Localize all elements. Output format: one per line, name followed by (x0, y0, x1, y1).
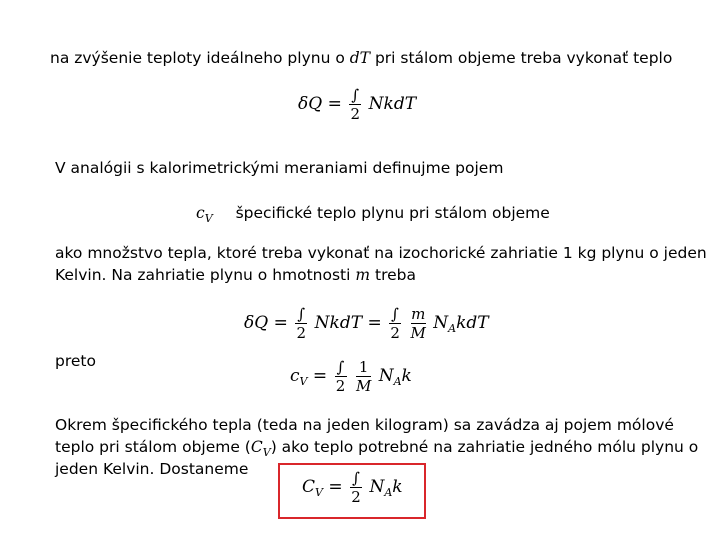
equation-cV (290, 358, 412, 395)
eq2-fraction-2: $\frac{\int}{2}$ (390, 305, 400, 342)
cv-definition-text: špecifické teplo plynu pri stálom objeme (235, 204, 550, 222)
cv-definition (196, 203, 550, 229)
paragraph-3-line-3: jeden Kelvin. Dostaneme (55, 460, 249, 478)
eq1-num: ∫ (351, 86, 360, 104)
math-CV: $C_V$ (250, 438, 271, 459)
para3-l2a: teplo pri stálom objeme ( (55, 438, 251, 456)
eq1-rest: NkdT (368, 94, 417, 114)
paragraph-2-line-2 (55, 265, 416, 285)
eq4-CV: $C_V$ (302, 477, 323, 499)
paragraph-3-line-1: Okrem špecifického tepla (teda na jeden kilogram) sa zavádza aj pojem mólové (55, 416, 674, 434)
eq3-k: k (401, 366, 412, 386)
paragraph-2-line-1: ako množstvo tepla, ktoré treba vykonať na izochorické zahriatie 1 kg plynu o jeden (55, 244, 707, 262)
eq2-lhs: δQ = (244, 313, 288, 333)
para2-l2b: treba (375, 266, 417, 284)
para3-l2b: ) ako teplo potrebné na zahriatie jedného mólu plynu o (270, 438, 699, 456)
eq3-NA: $N_A$ (378, 366, 402, 388)
text-line-1 (50, 48, 672, 68)
eq3-equals: = (312, 366, 328, 386)
equation-heat-dQ (298, 86, 416, 123)
eq2-mid: NkdT = (314, 313, 382, 333)
eq4-NA: $N_A$ (369, 477, 393, 499)
line1-post: pri stálom objeme treba vykonať teplo (374, 49, 673, 67)
math-dT: dT (349, 49, 371, 67)
line1-pre: na zvýšenie teploty ideálneho plynu o (50, 49, 345, 67)
equation-CV-molar (302, 469, 403, 506)
eq1-den: 2 (350, 105, 360, 123)
cv-symbol: $c_V$ (196, 204, 213, 225)
eq2-fraction-1: $\frac{\int}{2}$ (296, 305, 306, 342)
eq2-NA: $N_A$ (433, 313, 457, 335)
eq4-equals: = (328, 477, 343, 497)
text-line-2: V analógii s kalorimetrickými meraniami definujme pojem (55, 159, 504, 177)
math-m: m (355, 266, 371, 284)
eq3-cV: $c_V$ (290, 366, 308, 388)
eq3-fraction-2: $\frac{1}{M}$ (355, 358, 372, 395)
eq3-fraction-1: $\frac{\int}{2}$ (335, 358, 346, 395)
eq2-tail: kdT (456, 313, 489, 333)
equation-dQ-molar (244, 305, 489, 342)
eq1-fraction (349, 86, 361, 123)
eq1-lhs: δQ = (298, 94, 342, 114)
eq2-fraction-3: $\frac{m}{M}$ (410, 305, 426, 342)
eq4-k: k (392, 477, 403, 497)
eq4-fraction: $\frac{\int}{2}$ (351, 469, 361, 506)
preto-label: preto (55, 352, 96, 370)
para2-l2a: Kelvin. Na zahriatie plynu o hmotnosti (55, 266, 351, 284)
